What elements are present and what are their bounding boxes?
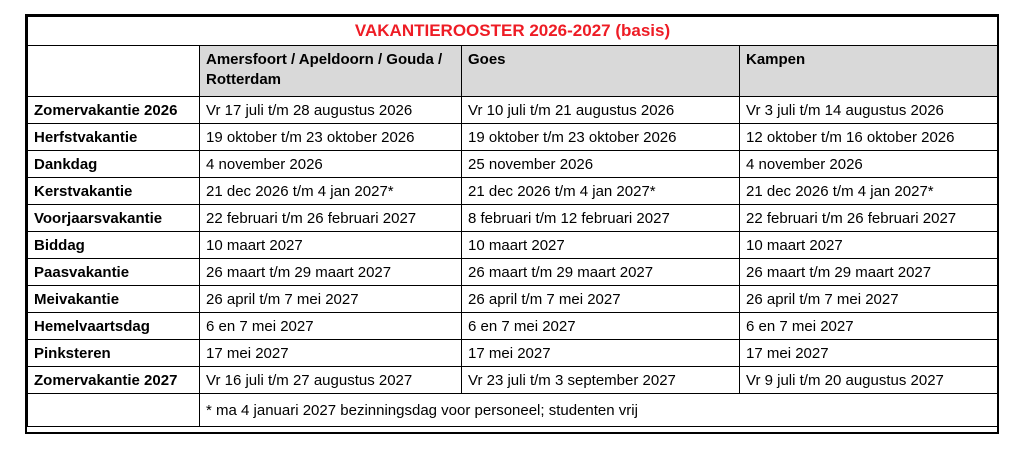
table-cell: 10 maart 2027: [740, 232, 998, 259]
column-header: Goes: [462, 46, 740, 97]
table-cell: 21 dec 2026 t/m 4 jan 2027*: [200, 178, 462, 205]
table-cell: 26 maart t/m 29 maart 2027: [462, 259, 740, 286]
row-label: Meivakantie: [28, 286, 200, 313]
table-cell: 8 februari t/m 12 februari 2027: [462, 205, 740, 232]
table-cell: 26 maart t/m 29 maart 2027: [740, 259, 998, 286]
table-row: [28, 178, 998, 205]
row-label: Herfstvakantie: [28, 124, 200, 151]
table-cell: 6 en 7 mei 2027: [462, 313, 740, 340]
column-header: Kampen: [740, 46, 998, 97]
row-label: Zomervakantie 2026: [28, 97, 200, 124]
table-cell: 26 april t/m 7 mei 2027: [462, 286, 740, 313]
table-row: [28, 340, 998, 367]
row-label: Pinksteren: [28, 340, 200, 367]
table-cell: 22 februari t/m 26 februari 2027: [740, 205, 998, 232]
table-cell: Vr 23 juli t/m 3 september 2027: [462, 367, 740, 394]
table-cell: 12 oktober t/m 16 oktober 2026: [740, 124, 998, 151]
table-cell: Vr 10 juli t/m 21 augustus 2026: [462, 97, 740, 124]
table-cell: 21 dec 2026 t/m 4 jan 2027*: [462, 178, 740, 205]
table-row: [28, 205, 998, 232]
table-cell: 6 en 7 mei 2027: [200, 313, 462, 340]
table-cell: 4 november 2026: [200, 151, 462, 178]
table-title: VAKANTIEROOSTER 2026-2027 (basis): [28, 17, 998, 46]
table-cell: 17 mei 2027: [462, 340, 740, 367]
table-cell: 26 april t/m 7 mei 2027: [740, 286, 998, 313]
row-label: Dankdag: [28, 151, 200, 178]
table-cell: Vr 9 juli t/m 20 augustus 2027: [740, 367, 998, 394]
table-cell: 10 maart 2027: [200, 232, 462, 259]
row-label: Biddag: [28, 232, 200, 259]
table-cell: 21 dec 2026 t/m 4 jan 2027*: [740, 178, 998, 205]
table-cell: 26 april t/m 7 mei 2027: [200, 286, 462, 313]
vacation-schedule-table: [27, 16, 998, 427]
table-row: [28, 97, 998, 124]
table-cell: 22 februari t/m 26 februari 2027: [200, 205, 462, 232]
table-row: [28, 232, 998, 259]
row-label: Hemelvaartsdag: [28, 313, 200, 340]
table-row: [28, 367, 998, 394]
table-cell: 17 mei 2027: [740, 340, 998, 367]
table-row: [28, 313, 998, 340]
table-cell: 6 en 7 mei 2027: [740, 313, 998, 340]
table-cell: Vr 17 juli t/m 28 augustus 2026: [200, 97, 462, 124]
table-cell: 26 maart t/m 29 maart 2027: [200, 259, 462, 286]
table-cell: 19 oktober t/m 23 oktober 2026: [462, 124, 740, 151]
table-row: [28, 124, 998, 151]
table-cell: 25 november 2026: [462, 151, 740, 178]
table-row: [28, 259, 998, 286]
row-label: Voorjaarsvakantie: [28, 205, 200, 232]
table-cell: Vr 16 juli t/m 27 augustus 2027: [200, 367, 462, 394]
footnote: * ma 4 januari 2027 bezinningsdag voor personeel; studenten vrij: [200, 394, 998, 427]
table-cell: 4 november 2026: [740, 151, 998, 178]
table-cell: 10 maart 2027: [462, 232, 740, 259]
table-cell: 17 mei 2027: [200, 340, 462, 367]
row-label: Zomervakantie 2027: [28, 367, 200, 394]
row-label: Paasvakantie: [28, 259, 200, 286]
footnote-empty-cell: [28, 394, 200, 427]
table-cell: Vr 3 juli t/m 14 augustus 2026: [740, 97, 998, 124]
row-label: Kerstvakantie: [28, 178, 200, 205]
column-header: Amersfoort / Apeldoorn / Gouda / Rotterdam: [200, 46, 462, 97]
table-cell: 19 oktober t/m 23 oktober 2026: [200, 124, 462, 151]
header-empty-cell: [28, 46, 200, 97]
table-row: [28, 151, 998, 178]
table-row: [28, 286, 998, 313]
